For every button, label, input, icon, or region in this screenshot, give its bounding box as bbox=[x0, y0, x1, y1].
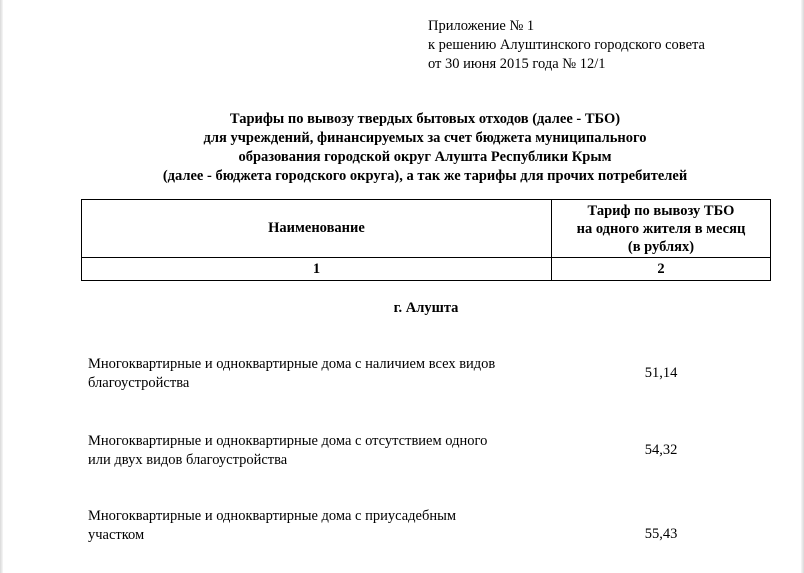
title-line-1: Тарифы по вывозу твердых бытовых отходов (далее - ТБО) bbox=[229, 111, 621, 127]
tariff-row-name bbox=[88, 432, 538, 470]
tariff-row-value: 54,32 bbox=[644, 442, 678, 458]
tariff-row-name-line-1: Многоквартирные и одноквартирные дома с наличием всех видов bbox=[88, 356, 496, 372]
column-number-2: 2 bbox=[551, 258, 770, 281]
appendix-note bbox=[428, 17, 705, 74]
title-line-4: (далее - бюджета городского округа), а так же тарифы для прочих потребителей bbox=[162, 168, 688, 184]
table-header-row bbox=[82, 200, 771, 258]
appendix-line-3: от 30 июня 2015 года № 12/1 bbox=[428, 56, 606, 72]
tariff-header-table bbox=[81, 199, 771, 281]
title-line-2: для учреждений, финансируемых за счет бюджета муниципального bbox=[203, 130, 647, 146]
column-number-row bbox=[82, 258, 771, 281]
tariff-row-name-line-2: благоустройства bbox=[88, 375, 190, 391]
tariff-row-name-line-2: участком bbox=[88, 527, 145, 543]
tariff-row-name-line-1: Многоквартирные и одноквартирные дома с отсутствием одного bbox=[88, 433, 488, 449]
appendix-line-2: к решению Алуштинского городского совета bbox=[428, 37, 705, 53]
column-number-1: 1 bbox=[82, 258, 552, 281]
document-title bbox=[80, 110, 770, 186]
tariff-row-name-line-1: Многоквартирные и одноквартирные дома с приусадебным bbox=[88, 508, 457, 524]
header-tariff-line-2: на одного жителя в месяц bbox=[576, 220, 746, 237]
tariff-row-value: 55,43 bbox=[644, 526, 678, 542]
tariff-row-name bbox=[88, 355, 538, 393]
page-edge-left bbox=[0, 0, 3, 573]
tariff-row-name bbox=[88, 507, 538, 545]
header-tariff-line-3: (в рублях) bbox=[627, 238, 695, 255]
appendix-line-1: Приложение № 1 bbox=[428, 18, 535, 34]
tariff-row-name-line-2: или двух видов благоустройства bbox=[88, 452, 288, 468]
city-heading: г. Алушта bbox=[393, 300, 459, 316]
header-name-cell: Наименование bbox=[82, 200, 552, 258]
title-line-3: образования городской округ Алушта Республики Крым bbox=[238, 149, 612, 165]
tariff-row-value: 51,14 bbox=[644, 365, 678, 381]
header-tariff-cell bbox=[551, 200, 770, 258]
header-tariff-line-1: Тариф по вывозу ТБО bbox=[587, 202, 735, 219]
